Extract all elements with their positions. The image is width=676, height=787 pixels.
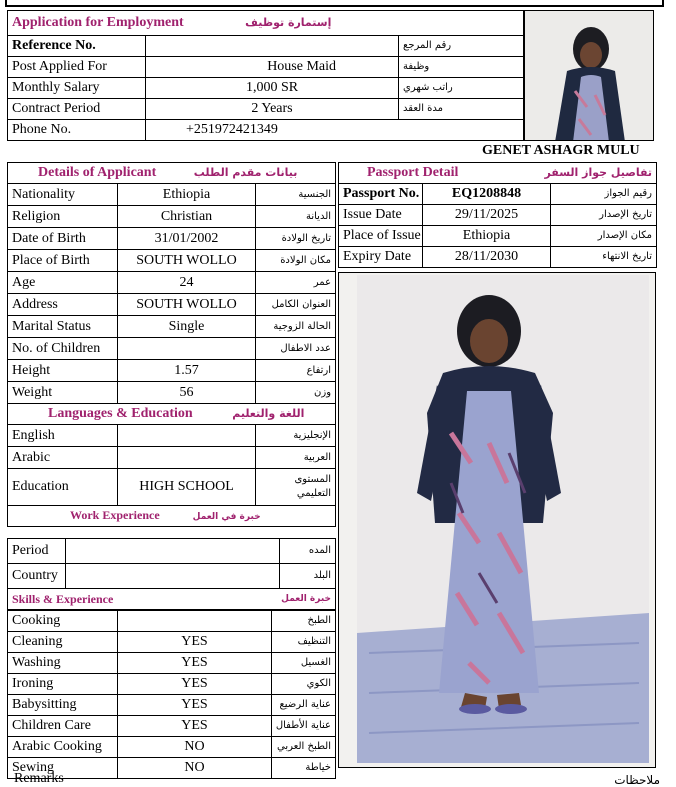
- work-table: [7, 538, 336, 610]
- skills-row: [8, 674, 336, 695]
- applicant-row: [8, 382, 336, 404]
- lang-header-en: Languages & Education: [48, 406, 193, 421]
- passport-row: [339, 226, 657, 247]
- skills-row: [8, 695, 336, 716]
- lang-header-ar: اللغة والتعليم: [232, 407, 305, 420]
- passport-label: Issue Date: [339, 205, 423, 226]
- skills-value: NO: [118, 737, 272, 758]
- work-row: [8, 564, 336, 589]
- applicant-value: Ethiopia: [118, 184, 256, 206]
- skills-value: YES: [118, 716, 272, 737]
- passport-arabic: مكان الإصدار: [551, 226, 657, 247]
- skills-value: [118, 611, 272, 632]
- passport-value: EQ1208848: [423, 184, 551, 205]
- skills-value: YES: [118, 653, 272, 674]
- applicant-value: 31/01/2002: [118, 228, 256, 250]
- applicant-label: No. of Children: [8, 338, 118, 360]
- applicant-value: SOUTH WOLLO: [118, 250, 256, 272]
- applicant-row: [8, 228, 336, 250]
- applicant-arabic: ارتفاع: [256, 360, 336, 382]
- top-row-arabic: وظيفة: [399, 57, 524, 78]
- work-value: [66, 564, 280, 589]
- skills-row: [8, 632, 336, 653]
- top-rows: [8, 36, 524, 120]
- passport-value: 28/11/2030: [423, 247, 551, 268]
- applicant-value: [118, 338, 256, 360]
- header-table: [7, 10, 524, 141]
- work-label: Period: [8, 539, 66, 564]
- applicant-value: Christian: [118, 206, 256, 228]
- applicant-label: Address: [8, 294, 118, 316]
- applicant-arabic: الحالة الزوجية: [256, 316, 336, 338]
- skills-arabic: الطبخ: [272, 611, 336, 632]
- top-row-label: Post Applied For: [8, 57, 146, 78]
- skills-arabic: الطبخ العربي: [272, 737, 336, 758]
- work-arabic: البلد: [280, 564, 336, 589]
- skills-value: YES: [118, 695, 272, 716]
- passport-arabic: رقيم الجواز: [551, 184, 657, 205]
- work-header-ar: خبرة في العمل: [192, 512, 261, 522]
- applicant-value: 1.57: [118, 360, 256, 382]
- skills-header-ar: خبرة العمل: [281, 593, 331, 604]
- passport-rows: [339, 184, 657, 268]
- skills-value: YES: [118, 674, 272, 695]
- applicant-label: Age: [8, 272, 118, 294]
- skills-arabic: عناية الأطفال: [272, 716, 336, 737]
- passport-value: 29/11/2025: [423, 205, 551, 226]
- applicant-row: [8, 294, 336, 316]
- remarks-label-ar: ملاحظات: [614, 773, 660, 787]
- skills-rows: [8, 611, 336, 779]
- skills-label: Cleaning: [8, 632, 118, 653]
- applicant-arabic: مكان الولادة: [256, 250, 336, 272]
- top-row-value: [146, 36, 399, 57]
- work-rows: [8, 539, 336, 589]
- skills-label: Ironing: [8, 674, 118, 695]
- applicant-header-ar: بيانات مقدم الطلب: [193, 166, 298, 179]
- applicant-label: Marital Status: [8, 316, 118, 338]
- phone-label: Phone No.: [8, 120, 146, 141]
- applicant-arabic: عمر: [256, 272, 336, 294]
- applicant-name: GENET ASHAGR MULU: [482, 143, 640, 158]
- top-row-value: 1,000 SR: [146, 78, 399, 99]
- applicant-arabic: تاريخ الولادة: [256, 228, 336, 250]
- lang-value: [118, 425, 256, 447]
- applicant-label: Nationality: [8, 184, 118, 206]
- applicant-row: [8, 316, 336, 338]
- phone-value: +251972421349: [146, 120, 524, 141]
- work-arabic: المده: [280, 539, 336, 564]
- applicant-row: [8, 360, 336, 382]
- work-row: [8, 539, 336, 564]
- skills-arabic: الكوي: [272, 674, 336, 695]
- top-row: [8, 36, 524, 57]
- passport-header-ar: تفاصيل جواز السفر: [544, 166, 653, 179]
- applicant-value: 24: [118, 272, 256, 294]
- applicant-header-en: Details of Applicant: [38, 165, 157, 180]
- applicant-row: [8, 250, 336, 272]
- form-title-ar: إستمارة توظيف: [245, 16, 332, 29]
- top-row-label: Reference No.: [8, 36, 146, 57]
- top-row-arabic: مدة العقد: [399, 99, 524, 120]
- top-row-label: Contract Period: [8, 99, 146, 120]
- applicant-label: Religion: [8, 206, 118, 228]
- lang-row: [8, 425, 336, 447]
- work-label: Country: [8, 564, 66, 589]
- form-title-en: Application for Employment: [12, 15, 184, 30]
- lang-row: [8, 447, 336, 469]
- skills-label: Sewing: [8, 758, 118, 779]
- skills-label: Washing: [8, 653, 118, 674]
- applicant-arabic: وزن: [256, 382, 336, 404]
- page-frame-top: [5, 0, 664, 7]
- skills-value: NO: [118, 758, 272, 779]
- skills-arabic: الغسيل: [272, 653, 336, 674]
- passport-arabic: تاريخ الإصدار: [551, 205, 657, 226]
- applicant-arabic: الجنسية: [256, 184, 336, 206]
- education-ar-line2: التعليمي: [296, 488, 332, 499]
- applicant-row: [8, 272, 336, 294]
- applicant-arabic: الديانة: [256, 206, 336, 228]
- passport-label: Place of Issue: [339, 226, 423, 247]
- applicant-label: Place of Birth: [8, 250, 118, 272]
- passport-header-en: Passport Detail: [367, 165, 459, 180]
- skills-arabic: عناية الرضيع: [272, 695, 336, 716]
- top-row-arabic: راتب شهري: [399, 78, 524, 99]
- applicant-value: SOUTH WOLLO: [118, 294, 256, 316]
- applicant-label: Date of Birth: [8, 228, 118, 250]
- passport-row: [339, 247, 657, 268]
- skills-arabic: خياطة: [272, 758, 336, 779]
- skills-label: Children Care: [8, 716, 118, 737]
- education-ar-line1: المستوى: [294, 474, 332, 485]
- applicant-arabic: العنوان الكامل: [256, 294, 336, 316]
- lang-arabic: الإنجليزية: [256, 425, 336, 447]
- education-value: HIGH SCHOOL: [118, 469, 256, 506]
- top-row-value: 2 Years: [146, 99, 399, 120]
- lang-arabic: العربية: [256, 447, 336, 469]
- remarks-label-en: Remarks: [14, 771, 64, 786]
- skills-arabic: التنظيف: [272, 632, 336, 653]
- skills-row: [8, 653, 336, 674]
- top-row: [8, 99, 524, 120]
- passport-row: [339, 184, 657, 205]
- applicant-value: Single: [118, 316, 256, 338]
- applicant-row: [8, 184, 336, 206]
- passport-label: Expiry Date: [339, 247, 423, 268]
- lang-value: [118, 447, 256, 469]
- applicant-rows: [8, 184, 336, 404]
- top-row-arabic: رقم المرجع: [399, 36, 524, 57]
- work-header-en: Work Experience: [70, 508, 160, 522]
- skills-header-en: Skills & Experience: [12, 591, 114, 606]
- passport-arabic: تاريخ الانتهاء: [551, 247, 657, 268]
- education-label: Education: [8, 469, 118, 506]
- passport-table: [338, 162, 657, 268]
- applicant-arabic: عدد الاطفال: [256, 338, 336, 360]
- lang-label: English: [8, 425, 118, 447]
- lang-label: Arabic: [8, 447, 118, 469]
- passport-value: Ethiopia: [423, 226, 551, 247]
- top-row-value: House Maid: [146, 57, 399, 78]
- skills-label: Babysitting: [8, 695, 118, 716]
- top-row-label: Monthly Salary: [8, 78, 146, 99]
- skills-row: [8, 737, 336, 758]
- applicant-label: Height: [8, 360, 118, 382]
- applicant-table: [7, 162, 336, 527]
- passport-label: Passport No.: [339, 184, 423, 205]
- skills-row: [8, 611, 336, 632]
- skills-value: YES: [118, 632, 272, 653]
- applicant-value: 56: [118, 382, 256, 404]
- work-value: [66, 539, 280, 564]
- top-row: [8, 57, 524, 78]
- skills-label: Cooking: [8, 611, 118, 632]
- applicant-portrait: [524, 10, 654, 141]
- lang-rows: [8, 425, 336, 469]
- passport-row: [339, 205, 657, 226]
- skills-label: Arabic Cooking: [8, 737, 118, 758]
- applicant-row: [8, 338, 336, 360]
- applicant-row: [8, 206, 336, 228]
- top-row: [8, 78, 524, 99]
- skills-row: [8, 716, 336, 737]
- applicant-label: Weight: [8, 382, 118, 404]
- applicant-full-photo: [338, 272, 656, 768]
- skills-table: [7, 610, 336, 779]
